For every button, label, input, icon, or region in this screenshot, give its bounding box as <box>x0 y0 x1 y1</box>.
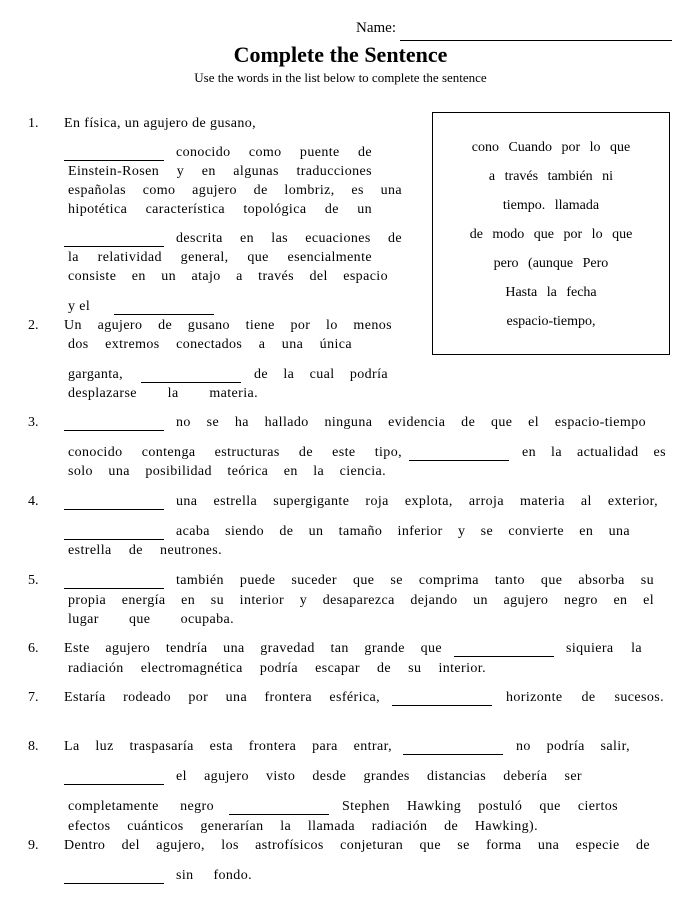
answer-blank[interactable] <box>229 802 329 815</box>
question-text: propia energía en su interior y desaparezca dejando un agujero negro en el <box>68 593 654 608</box>
name-field[interactable] <box>400 40 672 41</box>
answer-blank[interactable] <box>64 576 164 589</box>
question-number: 3. <box>28 415 39 430</box>
page-title: Complete the Sentence <box>233 42 448 67</box>
question-text: efectos cuánticos generarían la llamada radiación de Hawking). <box>68 819 538 834</box>
question-text: garganta, <box>68 367 124 382</box>
answer-blank[interactable] <box>409 448 509 461</box>
answer-blank[interactable] <box>392 693 492 706</box>
word-bank-row: cono Cuando por lo que <box>471 140 631 155</box>
question-number: 8. <box>28 739 39 754</box>
question-text: Dentro del agujero, los astrofísicos conjeturan que se forma una especie de <box>64 838 650 853</box>
answer-blank[interactable] <box>64 871 164 884</box>
question-number: 5. <box>28 573 39 588</box>
question-text: lugar que ocupaba. <box>68 612 234 627</box>
word-bank-row: espacio-tiempo, <box>506 314 596 329</box>
question-text: una estrella supergigante roja explota, arroja materia al exterior, <box>176 494 658 509</box>
question-text: horizonte de sucesos. <box>506 690 664 705</box>
answer-blank[interactable] <box>64 148 164 161</box>
question-text: desplazarse la materia. <box>68 386 258 401</box>
question-text: Stephen Hawking postuló que ciertos <box>342 799 618 814</box>
question-text: la relatividad general, que esencialmente <box>68 250 372 265</box>
word-bank-row: tiempo. llamada <box>502 198 600 213</box>
question-text: completamente negro <box>68 799 214 814</box>
answer-blank[interactable] <box>141 370 241 383</box>
question-text: conocido como puente de <box>176 145 372 160</box>
answer-blank[interactable] <box>64 527 164 540</box>
instructions: Use the words in the list below to complete the sentence <box>194 70 487 85</box>
question-text: en la actualidad es <box>522 445 666 460</box>
name-label: Name: <box>356 20 396 36</box>
question-text: el agujero visto desde grandes distancias debería ser <box>176 769 582 784</box>
word-bank-row: pero (aunque Pero <box>493 256 609 271</box>
question-text: Einstein-Rosen y en algunas traducciones <box>68 164 372 179</box>
question-text: En física, un agujero de gusano, <box>64 116 257 131</box>
question-text: acaba siendo de un tamaño inferior y se convierte en una <box>176 524 630 539</box>
question-text: Este agujero tendría una gravedad tan grande que <box>64 641 442 656</box>
question-text: siquiera la <box>566 641 642 656</box>
question-number: 7. <box>28 690 39 705</box>
question-text: dos extremos conectados a una única <box>68 337 352 352</box>
question-text: sin fondo. <box>176 868 252 883</box>
answer-blank[interactable] <box>64 772 164 785</box>
question-text: radiación electromagnética podría escapar de su interior. <box>68 661 486 676</box>
question-text: españolas como agujero de lombriz, es una <box>68 183 402 198</box>
question-text: no se ha hallado ninguna evidencia de que el espacio-tiempo <box>176 415 646 430</box>
question-text: de la cual podría <box>254 367 388 382</box>
question-text: también puede suceder que se comprima tanto que absorba su <box>176 573 654 588</box>
question-text: consiste en un atajo a través del espacio <box>68 269 388 284</box>
question-text: solo una posibilidad teórica en la ciencia. <box>68 464 386 479</box>
question-text: y el <box>68 299 91 314</box>
question-text: no podría salir, <box>516 739 630 754</box>
question-text: descrita en las ecuaciones de <box>176 231 402 246</box>
question-text: conocido contenga estructuras de este tipo, <box>68 445 402 460</box>
answer-blank[interactable] <box>64 497 164 510</box>
answer-blank[interactable] <box>454 644 554 657</box>
word-bank-row: a través también ni <box>488 169 614 184</box>
answer-blank[interactable] <box>403 742 503 755</box>
question-number: 2. <box>28 318 39 333</box>
question-text: La luz traspasaría esta frontera para entrar, <box>64 739 392 754</box>
word-bank-row: de modo que por lo que <box>469 227 633 242</box>
question-number: 6. <box>28 641 39 656</box>
word-bank-row: Hasta la fecha <box>505 285 597 300</box>
question-text: estrella de neutrones. <box>68 543 222 558</box>
question-text: Estaría rodeado por una frontera esférica, <box>64 690 380 705</box>
question-text: Un agujero de gusano tiene por lo menos <box>64 318 392 333</box>
question-number: 1. <box>28 116 39 131</box>
word-bank <box>432 112 670 355</box>
answer-blank[interactable] <box>114 302 214 315</box>
question-number: 4. <box>28 494 39 509</box>
answer-blank[interactable] <box>64 418 164 431</box>
question-number: 9. <box>28 838 39 853</box>
question-text: hipotética característica topológica de un <box>68 202 372 217</box>
answer-blank[interactable] <box>64 234 164 247</box>
